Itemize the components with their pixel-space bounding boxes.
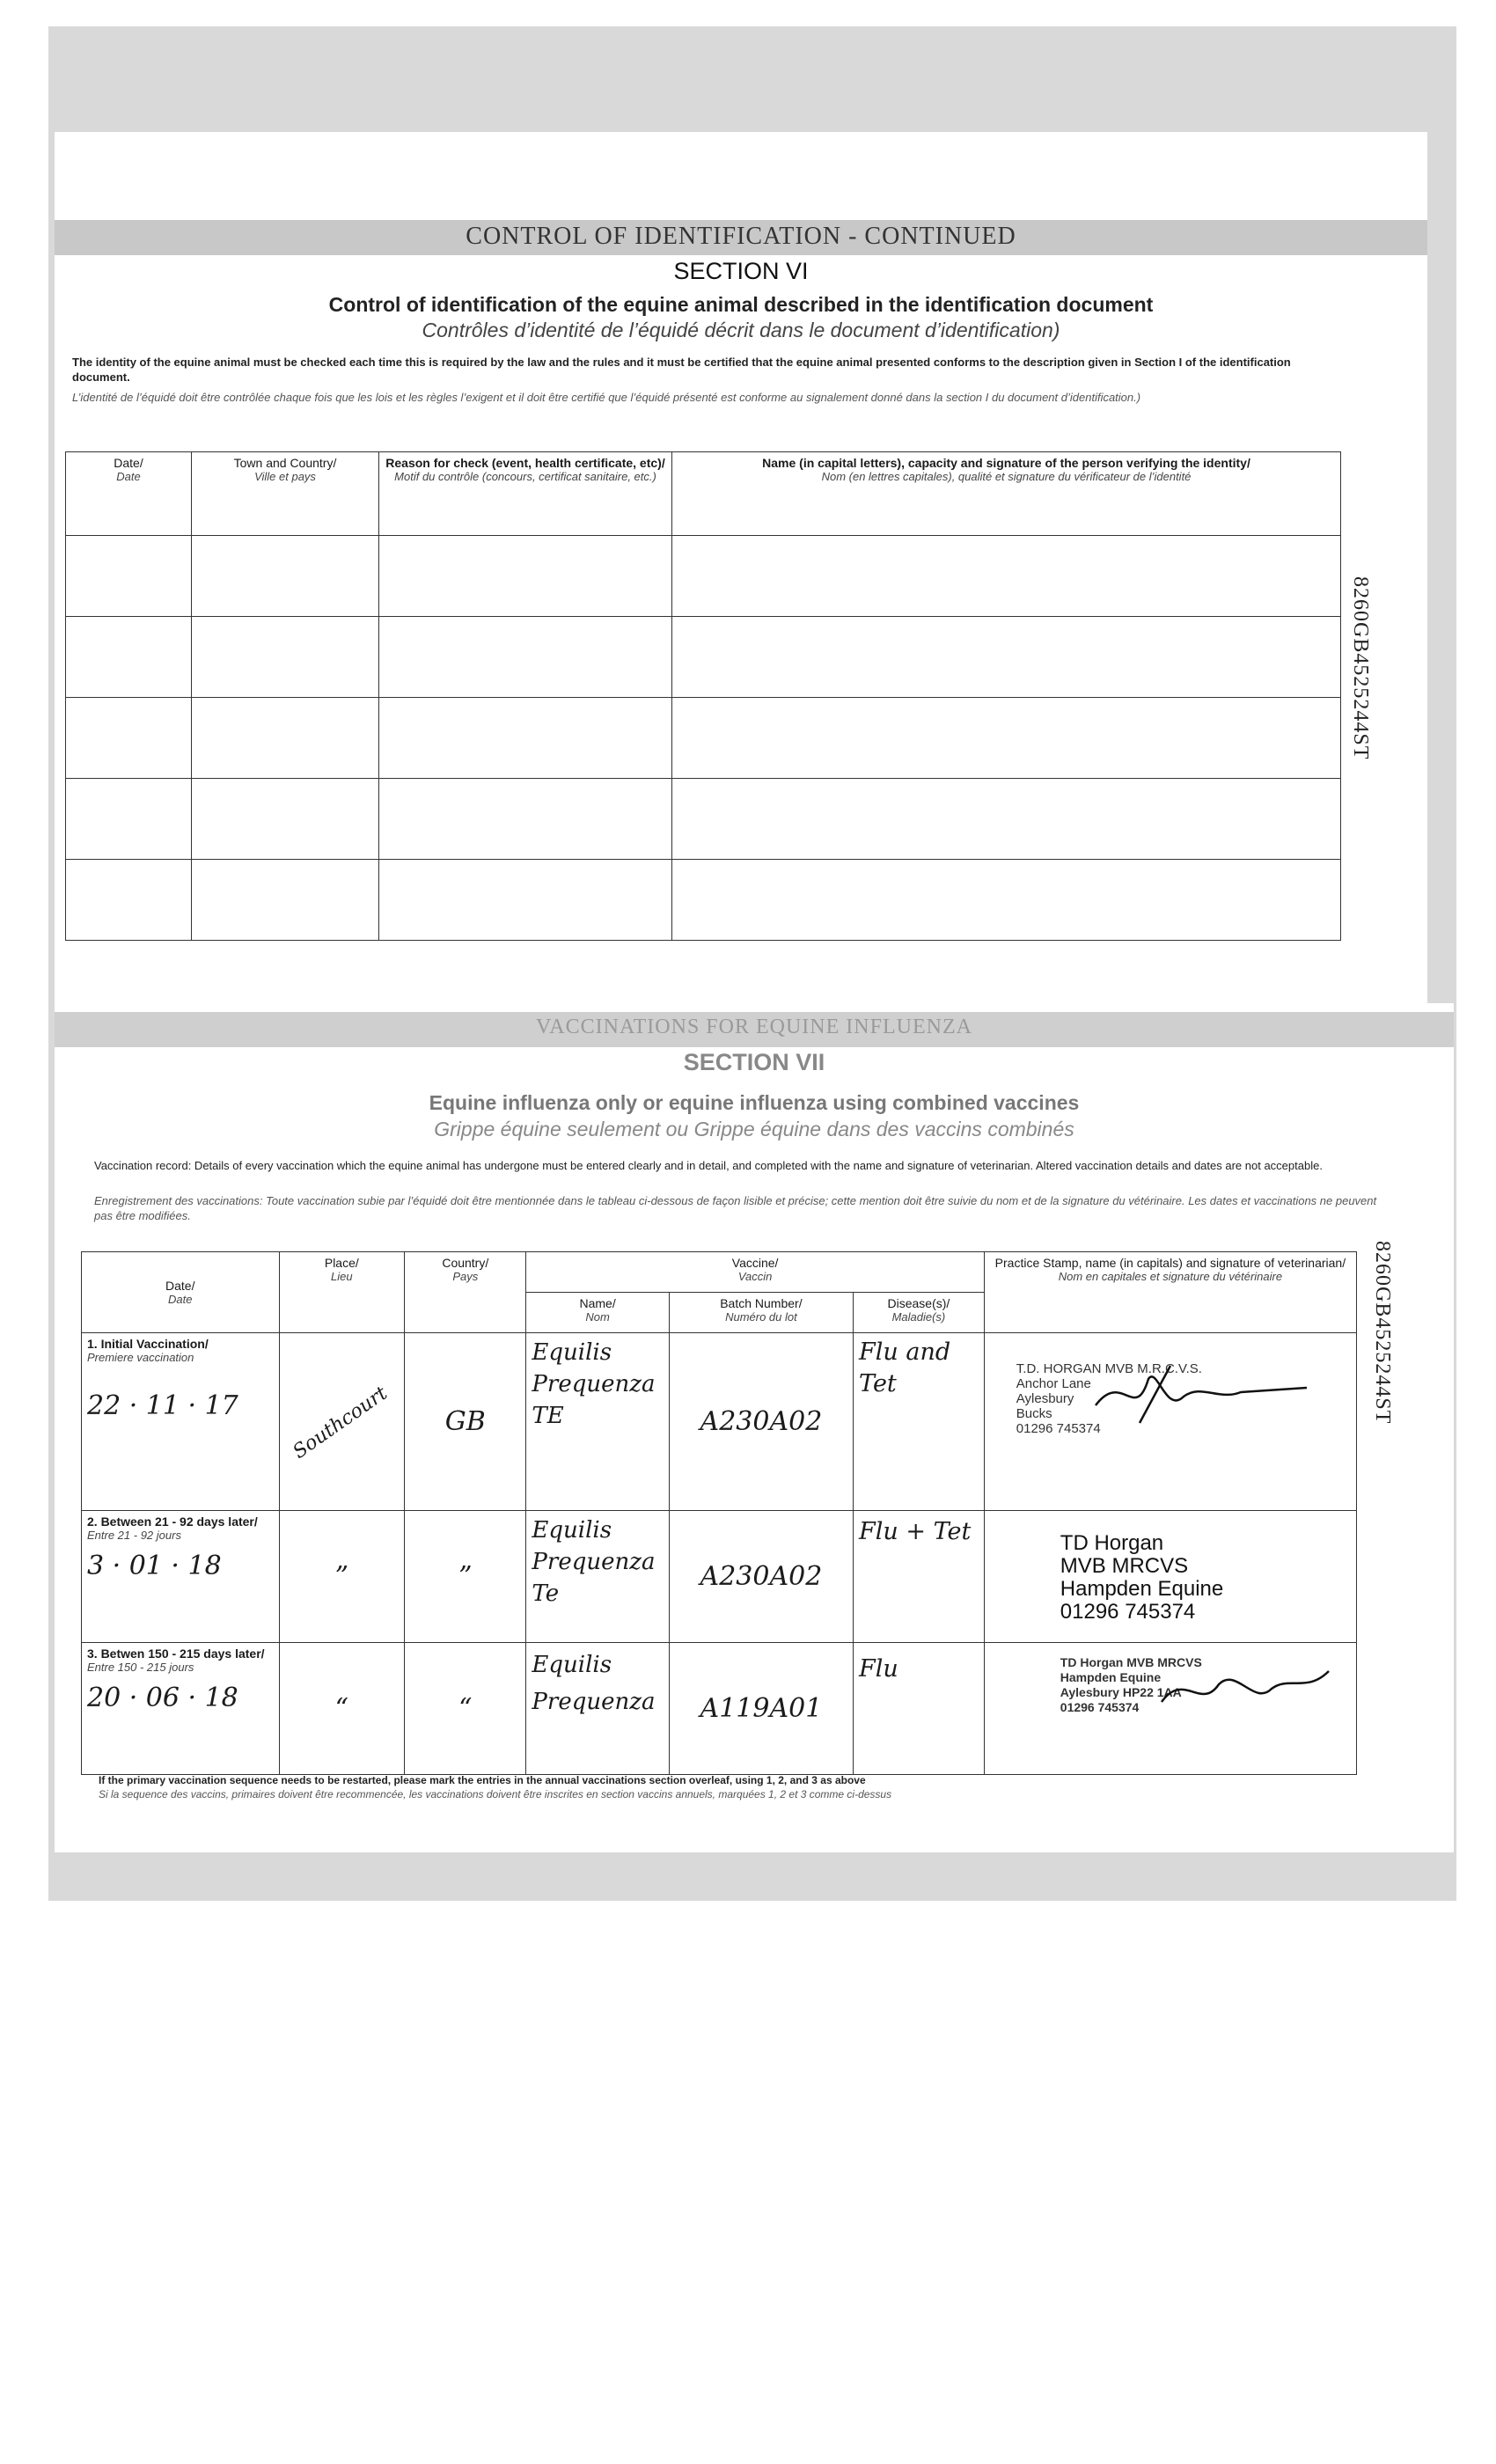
section-vi-subtitle-en: Control of identification of the equine animal described in the identification document xyxy=(328,293,1154,316)
vaccine-name: Equilis Prequenza Te xyxy=(532,1517,656,1607)
section-vi-subtitle-fr: Contrôles d’identité de l’équidé décrit dans le document d’identification) xyxy=(422,319,1060,341)
vaccine-name: Equilis Prequenza TE xyxy=(532,1339,656,1429)
country-cell xyxy=(405,1511,526,1643)
disease: Flu xyxy=(859,1655,898,1683)
batch-number: A230A02 xyxy=(700,1406,823,1437)
vaccine-name-cell xyxy=(526,1643,669,1775)
stamp-cell xyxy=(984,1511,1356,1643)
section-vii-subtitle-fr: Grippe équine seulement ou Grippe équine dans des vaccins combinés xyxy=(434,1118,1074,1140)
batch-cell xyxy=(669,1511,853,1643)
vaccination-country: ” xyxy=(458,1561,473,1592)
section-vi-page xyxy=(55,132,1427,1003)
table-row xyxy=(66,536,1341,617)
date-cell xyxy=(82,1643,280,1775)
vaccination-place: “ xyxy=(334,1693,348,1724)
section-vi-label: SECTION VI xyxy=(673,258,809,284)
date-cell xyxy=(82,1511,280,1643)
vaccination-header-row xyxy=(82,1252,1357,1293)
place-cell xyxy=(279,1333,405,1511)
column-reason: Reason for check (event, health certificate, etc)/ Motif du contrôle (concours, certificat sanitaire, etc.) xyxy=(379,452,672,536)
country-cell xyxy=(405,1333,526,1511)
table-row xyxy=(66,617,1341,698)
identity-check-table xyxy=(65,451,1341,941)
batch-number: A119A01 xyxy=(700,1693,823,1724)
disease-cell xyxy=(854,1643,985,1775)
section-vi-band-title: CONTROL OF IDENTIFICATION - CONTINUED xyxy=(466,223,1016,250)
row-label: 2. Between 21 - 92 days later/ Entre 21 - 92 jours xyxy=(87,1514,258,1542)
identity-check-header-row xyxy=(66,452,1341,536)
column-verifier: Name (in capital letters), capacity and signature of the person verifying the identity/ Nom (en lettres capitales), qualité et signature du vérificateur de l’identité xyxy=(672,452,1341,536)
column-town-country: Town and Country/ Ville et pays xyxy=(192,452,379,536)
place-cell xyxy=(279,1643,405,1775)
disease-cell xyxy=(854,1511,985,1643)
table-row xyxy=(66,779,1341,860)
row-label: 3. Betwen 150 - 215 days later/ Entre 150 - 215 jours xyxy=(87,1646,265,1674)
stamp-cell xyxy=(984,1333,1356,1511)
disease: Flu + Tet xyxy=(859,1518,972,1545)
section-vii-band-title: VACCINATIONS FOR EQUINE INFLUENZA xyxy=(536,1016,972,1038)
vaccination-row-1 xyxy=(82,1333,1357,1511)
column-practice-stamp: Practice Stamp, name (in capitals) and signature of veterinarian/ Nom en capitales et signature du vétérinaire xyxy=(984,1252,1356,1333)
section-vii-label: SECTION VII xyxy=(683,1049,825,1075)
vaccination-place: Southcourt xyxy=(289,1382,392,1463)
vaccination-row-2 xyxy=(82,1511,1357,1643)
vaccination-country: “ xyxy=(458,1693,473,1724)
column-date: Date/ Date xyxy=(66,452,192,536)
column-batch-number: Batch Number/ Numéro du lot xyxy=(669,1293,853,1333)
batch-number: A230A02 xyxy=(700,1561,823,1592)
date-cell xyxy=(82,1333,280,1511)
restart-footnote: If the primary vaccination sequence needs to be restarted, please mark the entries in the annual vaccinations section overleaf, using 1, 2, and 3 as above Si la sequence des vaccins, primaires doivent être recommencée, les vaccinations doivent être inscrites en section vaccins annuels, marquées 1, 2 et 3 comme ci-dessus xyxy=(99,1774,892,1800)
vet-stamp: T.D. HORGAN MVB M.R.C.V.S. Anchor Lane Aylesbury Bucks 01296 745374 xyxy=(1016,1361,1202,1436)
column-vaccine: Vaccine/ Vaccin xyxy=(526,1252,984,1293)
vaccine-name-cell xyxy=(526,1333,669,1511)
passport-id-vertical: 8260GB4525244ST xyxy=(1371,1241,1394,1425)
vet-stamp: TD Horgan MVB MRCVS Hampden Equine 01296 745374 xyxy=(1060,1531,1224,1624)
vaccination-record-en: Vaccination record: Details of every vaccination which the equine animal has undergone must be entered clearly and in detail, and completed with the name and signature of veterinarian. Altered vaccination details and dates are not acceptable. xyxy=(94,1159,1323,1172)
vaccination-country: GB xyxy=(444,1406,486,1437)
disease-cell xyxy=(854,1333,985,1511)
column-country: Country/ Pays xyxy=(405,1252,526,1333)
vaccination-table xyxy=(81,1251,1357,1775)
row-label: 1. Initial Vaccination/ Premiere vaccination xyxy=(87,1337,209,1364)
column-date: Date/ Date xyxy=(82,1252,280,1333)
section-vi-instruction-en: The identity of the equine animal must be checked each time this is required by the law and the rules and it must be certified that the equine animal presented conforms to the description given in Section I of the identification document. xyxy=(72,356,1291,384)
section-vii-subtitle-en: Equine influenza only or equine influenza using combined vaccines xyxy=(429,1091,1080,1114)
batch-cell xyxy=(669,1333,853,1511)
table-row xyxy=(66,698,1341,779)
section-vi-instruction-fr: L’identité de l’équidé doit être contrôlée chaque fois que les lois et les règles l’exigent et il doit être certifié que l’équidé présenté est conforme au signalement donné dans la section I du document d’identification.) xyxy=(72,391,1141,404)
stamp-cell xyxy=(984,1643,1356,1775)
vet-stamp: TD Horgan MVB MRCVS Hampden Equine Aylesbury HP22 1AA 01296 745374 xyxy=(1060,1655,1202,1714)
batch-cell xyxy=(669,1643,853,1775)
passport-id-vertical: 8260GB4525244ST xyxy=(1349,576,1372,760)
column-vaccine-name: Name/ Nom xyxy=(526,1293,669,1333)
vaccination-place: ” xyxy=(334,1561,348,1592)
table-row xyxy=(66,860,1341,941)
vaccine-name-cell xyxy=(526,1511,669,1643)
disease: Flu and Tet xyxy=(859,1338,951,1397)
vaccination-row-3 xyxy=(82,1643,1357,1775)
column-place: Place/ Lieu xyxy=(279,1252,405,1333)
section-vii-page xyxy=(55,1003,1454,1852)
vet-signature xyxy=(1157,1662,1333,1715)
place-cell xyxy=(279,1511,405,1643)
vaccination-date: 22 · 11 · 17 xyxy=(87,1390,238,1421)
vaccination-date: 20 · 06 · 18 xyxy=(87,1683,238,1713)
vaccine-name: Equilis Prequenza xyxy=(532,1652,656,1715)
vet-signature xyxy=(1087,1361,1316,1432)
column-disease: Disease(s)/ Maladie(s) xyxy=(854,1293,985,1333)
vaccination-date: 3 · 01 · 18 xyxy=(87,1551,222,1581)
country-cell xyxy=(405,1643,526,1775)
vaccination-record-fr: Enregistrement des vaccinations: Toute vaccination subie par l’équidé doit être mentionnée dans le tableau ci-dessous de façon lisible et précise; cette mention doit être suivie du nom et de la signature du vétérinaire. Les dates et vaccinations ne peuvent pas être modifiées. xyxy=(94,1194,1377,1222)
